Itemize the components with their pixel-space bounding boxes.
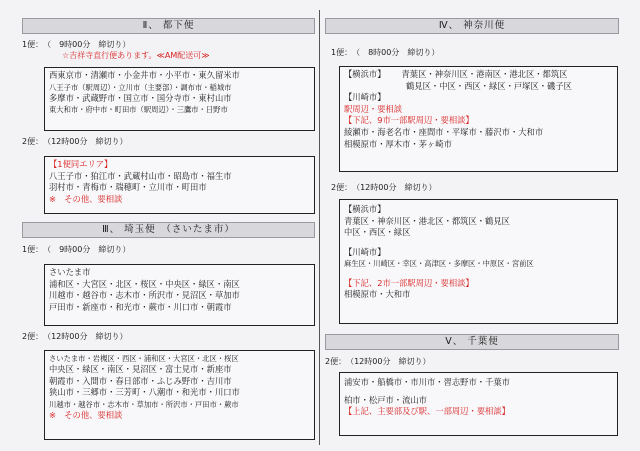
- area-note: ※ その他、要相談: [49, 193, 123, 204]
- trip2-label: 2便： （12時00分 締切り）: [22, 137, 128, 146]
- area-line: 朝霞市・入間市・春日部市・ふじみ野市・吉川市: [49, 375, 232, 386]
- area-line: 戸田市・新座市・和光市・蕨市・川口市・朝霞市: [49, 301, 232, 312]
- trip1-note: ☆吉祥寺直行便あります。≪AM配送可≫: [62, 51, 210, 60]
- area-line: 川越市・越谷市・志木市・所沢市・見沼区・草加市: [49, 290, 240, 301]
- trip1-label: 1便： （ 8時00分 締切り）: [331, 48, 440, 57]
- area-line: さいたま市: [49, 267, 91, 277]
- area-line: 相模原市・大和市: [344, 289, 411, 300]
- area-line: 羽村市・青梅市・瑞穂町・立川市・町田市: [49, 182, 207, 193]
- area-text: 青葉区・神奈川区・港南区・港北区・都筑区: [401, 69, 568, 79]
- area-line: 青葉区・神奈川区・港北区・都筑区・鶴見区: [344, 215, 510, 226]
- area-line: 狭山市・三郷市・三芳町・八潮市・和光市・川口市: [49, 387, 240, 398]
- area-line: 東大和市・府中市・町田市（駅周辺）・三鷹市・日野市: [49, 105, 228, 115]
- section-header-kanagawa: Ⅳ、 神奈川便: [325, 18, 619, 34]
- city-label-kawasaki: 【川崎市】: [344, 246, 386, 257]
- area-line: 西東京市・清瀬市・小金井市・小平市・東久留米市: [49, 70, 240, 80]
- column-divider: [319, 10, 320, 445]
- city-label-kawasaki: 【川崎市】: [344, 92, 386, 103]
- trip2-label: 2便： （12時00分 締切り）: [325, 357, 431, 366]
- area-box-kanagawa-trip1: [339, 66, 618, 172]
- area-note: ※ その他、要相談: [49, 410, 123, 421]
- trip1-label: 1便： （ 9時00分 締切り）: [22, 245, 131, 254]
- right-column: [325, 10, 619, 447]
- city-label-yokohama: 【横浜市】: [344, 204, 386, 214]
- area-line: 麻生区・川崎区・幸区・高津区・多摩区・中原区・宮前区: [344, 259, 534, 269]
- trip1-label: 1便： （ 9時00分 締切り）: [22, 40, 131, 49]
- area-line: 浦安市・船橋市・市川市・習志野市・千葉市: [344, 377, 510, 387]
- section-header-chiba: Ⅴ、 千葉便: [325, 334, 619, 350]
- city-label-yokohama: 【横浜市】: [344, 69, 386, 79]
- area-note: 駅周辺・要相談: [344, 103, 403, 114]
- section-header-saitama: Ⅲ、 埼玉便 （さいたま市）: [22, 222, 315, 238]
- area-box-tokyo-trip1: [44, 67, 315, 131]
- area-heading: 【1便同エリア】: [49, 159, 113, 169]
- area-line: 鶴見区・中区・西区・緑区・戸塚区・磯子区: [406, 80, 572, 91]
- area-box-chiba-trip2: [339, 372, 618, 436]
- area-line: 綾瀬市・海老名市・座間市・平塚市・藤沢市・大和市: [344, 126, 544, 137]
- area-line: さいたま市・岩槻区・西区・浦和区・大宮区・北区・桜区: [49, 354, 239, 363]
- area-box-saitama-trip1: [44, 264, 315, 326]
- area-line: 八王子市（駅周辺）・立川市（主要部）・調布市・稲城市: [49, 82, 232, 92]
- trip2-label: 2便： （12時00分 締切り）: [22, 332, 128, 341]
- area-note: 【下記、9市一部駅周辺・要相談】: [344, 115, 474, 126]
- trip2-label: 2便： （12時00分 締切り）: [331, 183, 437, 192]
- area-line: 柏市・松戸市・流山市: [344, 394, 427, 405]
- area-line: 八王子市・狛江市・武蔵村山市・昭島市・福生市: [49, 170, 232, 181]
- area-note: 【上記、主要部及び駅、一部周辺・要相談】: [344, 406, 510, 417]
- area-line: 浦和区・大宮区・北区・桜区・中央区・緑区・南区: [49, 278, 240, 289]
- area-line: 中区・西区・緑区: [344, 227, 411, 238]
- area-line: 相模原市・厚木市・茅ヶ崎市: [344, 138, 452, 149]
- area-line: 中央区・緑区・南区・見沼区・富士見市・新座市: [49, 364, 232, 375]
- area-line: [344, 69, 613, 81]
- area-box-tokyo-trip2: [44, 156, 315, 214]
- area-box-kanagawa-trip2: [339, 199, 618, 324]
- area-line: 川越市・越谷市・志木市・草加市・所沢市・戸田市・蕨市: [49, 400, 239, 410]
- left-column: [22, 10, 315, 447]
- section-header-tokyo-suburbs: Ⅱ、 都下便: [22, 18, 315, 34]
- area-note: 【下記、2市一部駅周辺・要相談】: [344, 277, 474, 288]
- area-box-saitama-trip2: [44, 350, 315, 440]
- area-line: 多摩市・武蔵野市・国立市・国分寺市・東村山市: [49, 92, 232, 103]
